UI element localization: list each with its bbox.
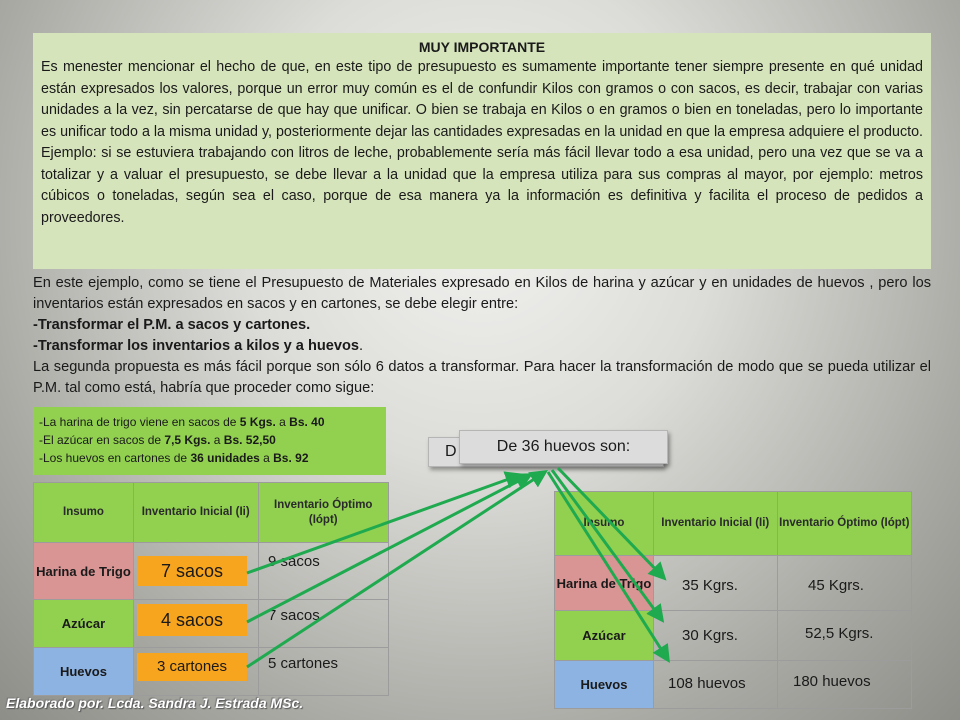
- ii-azucar-kg: 30 Kgrs.: [682, 627, 738, 644]
- ii-harina-value: 7 sacos: [137, 556, 247, 586]
- row-label-huevos: Huevos: [34, 648, 134, 696]
- important-title: MUY IMPORTANTE: [418, 39, 546, 55]
- row-label-harina: Harina de Trigo: [555, 556, 654, 611]
- header-insumo: Insumo: [34, 483, 134, 543]
- ii-harina-kg: 35 Kgrs.: [682, 577, 738, 594]
- row-label-harina: Harina de Trigo: [34, 543, 134, 600]
- iopt-huevos-units: 180 huevos: [793, 673, 871, 690]
- header-inventario-optimo: Inventario Óptimo (Iópt): [777, 492, 911, 556]
- arrow-harina: [247, 475, 520, 573]
- important-text: Es menester mencionar el hecho de que, en este tipo de presupuesto es sumamente importante tener siempre presente en qué unidad están expresados los valores, porque un error muy común es el de confundir Kilos con gramos o con sacos, es decir, trabajar con varias unidades a la vez, sin percatarse de que hay que unificar. O bien se trabaja en Kilos o en gramos o bien en toneladas, pero lo importante es unificar todo a la misma unidad y, posteriormente dejar las cantidades expresadas en la unidad en que la empresa adquiere el producto. Ejemplo: si se estuviera trabajando con litros de leche, probablemente sería más fácil llevar todo a esa unidad, pero una vez que se va a totalizar y a valuar el presupuesto, se debe llevar a la unidad que la empresa utiliza para sus compras al mayor, por ejemplo: metros cúbicos o toneladas, según sea el caso, porque de esa manera ya la información es definitiva y facilita el proceso de pedidos a proveedores.: [41, 59, 923, 226]
- header-inventario-inicial: Inventario Inicial (Ii): [133, 483, 258, 543]
- iopt-harina-kg: 45 Kgrs.: [808, 577, 864, 594]
- header-insumo: Insumo: [555, 492, 654, 556]
- example-intro: En este ejemplo, como se tiene el Presupuesto de Materiales expresado en Kilos de harina y azúcar y en unidades de huevos , pero los inventarios están expresados en sacos y en cartones, se debe elegir entre:: [33, 275, 931, 312]
- iopt-huevos-value: 5 cartones: [268, 655, 339, 672]
- row-label-azucar: Azúcar: [34, 600, 134, 648]
- arrow-to-huevos-ii: [548, 472, 668, 660]
- option-2: -Transformar los inventarios a kilos y a huevos: [33, 338, 360, 354]
- ii-huevos-units: 108 huevos: [668, 675, 746, 692]
- arrow-to-harina-ii: [558, 468, 664, 578]
- header-inventario-inicial: Inventario Inicial (Ii): [653, 492, 777, 556]
- arrow-azucar: [247, 475, 530, 622]
- row-label-azucar: Azúcar: [555, 611, 654, 661]
- author-footer: Elaborado por. Lcda. Sandra J. Estrada MSc.: [6, 695, 304, 711]
- example-conclusion: La segunda propuesta es más fácil porque son sólo 6 datos a transformar. Para hacer la transformación de modo que se pueda utilizar el P.M. tal como está, habría que proceder como sigue:: [33, 359, 931, 396]
- arrow-to-azucar-ii: [552, 470, 662, 620]
- ii-huevos-value: 3 cartones: [137, 653, 247, 681]
- callout-label: De 36 huevos son:: [459, 430, 668, 464]
- option-1: -Transformar el P.M. a sacos y cartones.: [33, 317, 311, 333]
- price-line-huevos: -Los huevos en cartones de 36 unidades a Bs. 92: [39, 451, 309, 465]
- row-label-huevos: Huevos: [555, 661, 654, 709]
- iopt-harina-value: 9 sacos: [268, 553, 320, 570]
- callout-back: D: [428, 437, 664, 467]
- option-2-end: .: [359, 338, 364, 354]
- iopt-azucar-kg: 52,5 Kgrs.: [805, 625, 874, 642]
- price-line-harina: -La harina de trigo viene en sacos de 5 Kgs. a Bs. 40: [39, 415, 325, 429]
- arrow-huevos: [247, 472, 545, 667]
- iopt-azucar-value: 7 sacos: [268, 607, 320, 624]
- ii-azucar-value: 4 sacos: [137, 604, 247, 636]
- header-inventario-optimo: Inventario Óptimo (Iópt): [258, 483, 389, 543]
- price-line-azucar: -El azúcar en sacos de 7,5 Kgs. a Bs. 52,50: [39, 433, 276, 447]
